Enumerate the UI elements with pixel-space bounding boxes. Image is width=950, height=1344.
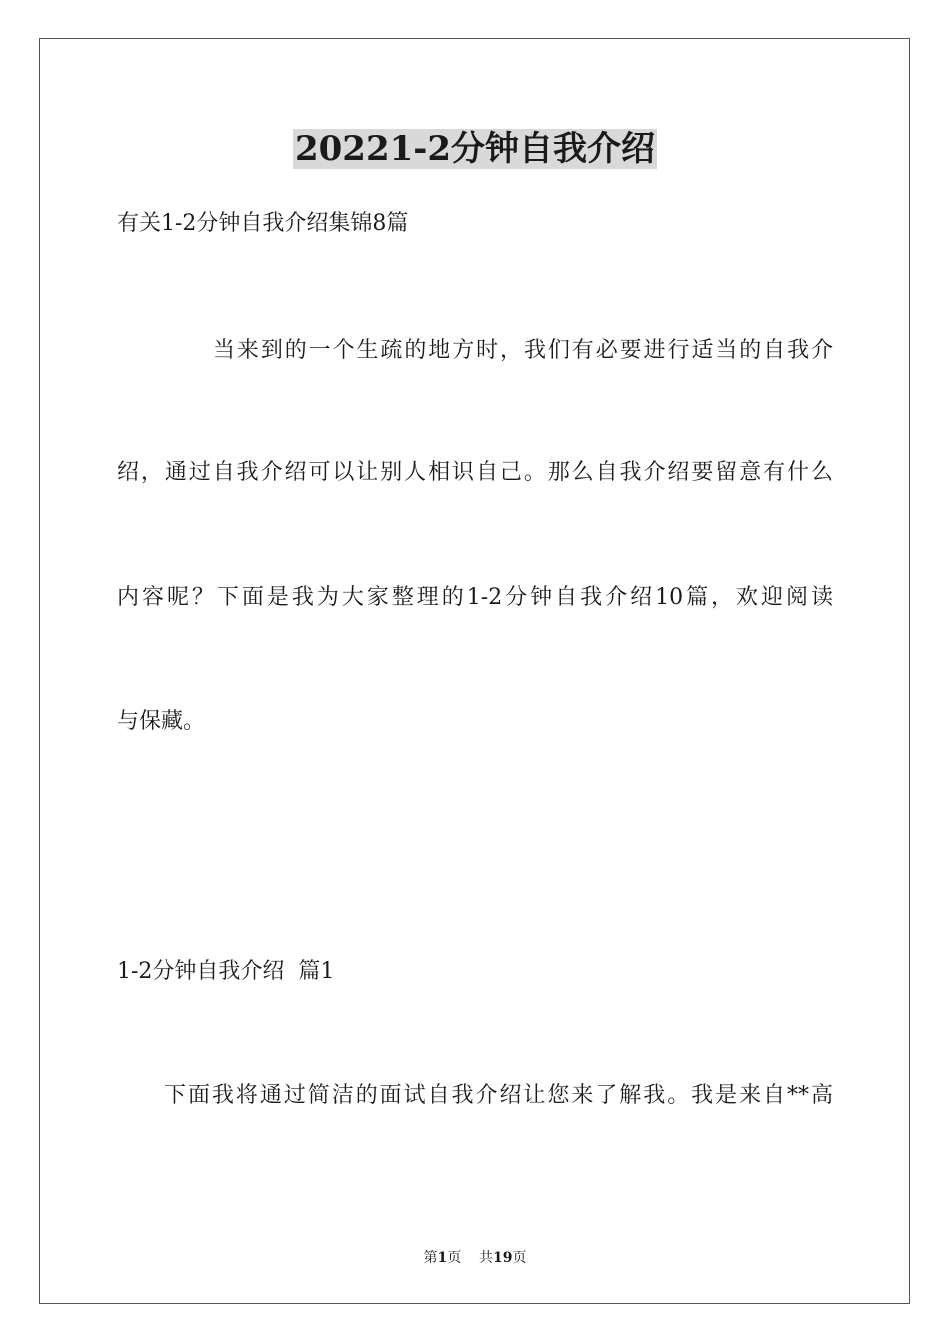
footer-total-pages: 19 xyxy=(493,1250,513,1266)
footer-mid: 页 共 xyxy=(447,1250,494,1266)
intro-line-4: 与保藏。 xyxy=(117,709,206,734)
footer-prefix: 第 xyxy=(423,1250,438,1266)
footer-current-page: 1 xyxy=(437,1250,448,1266)
document-title xyxy=(0,126,950,172)
document-title-text: 20221-2分钟自我介绍 xyxy=(294,129,656,169)
section-heading: 1-2分钟自我介绍 篇1 xyxy=(117,959,335,984)
document-subtitle: 有关1-2分钟自我介绍集锦8篇 xyxy=(117,211,409,236)
intro-line-2: 绍，通过自我介绍可以让别人相识自己。那么自我介绍要留意有什么 xyxy=(117,460,833,485)
footer-suffix: 页 xyxy=(512,1250,527,1266)
intro-line-3: 内容呢？下面是我为大家整理的1-2分钟自我介绍10篇，欢迎阅读 xyxy=(117,585,833,610)
section-paragraph-line-1: 下面我将通过简洁的面试自我介绍让您来了解我。我是来自**高 xyxy=(164,1083,833,1108)
page-footer xyxy=(0,1248,950,1268)
intro-line-1: 当来到的一个生疏的地方时，我们有必要进行适当的自我介 xyxy=(213,338,833,363)
